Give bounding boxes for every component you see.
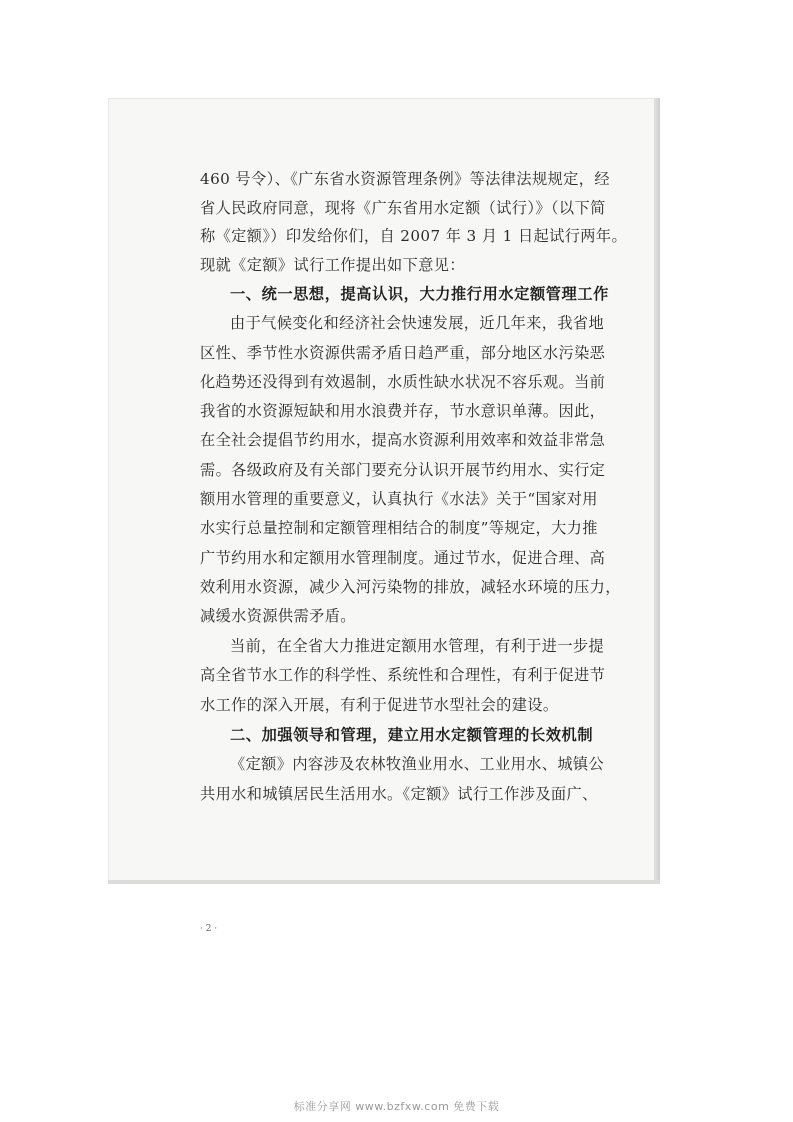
body-line: 由于气候变化和经济社会快速发展，近几年来，我省地 (230, 314, 605, 332)
scan-edge-shadow (654, 98, 660, 884)
body-line: 广节约用水和定额用水管理制度。通过节水，促进合理、高 (200, 549, 606, 567)
body-line: 我省的水资源短缺和用水浪费并存，节水意识单薄。因此， (200, 402, 606, 420)
body-line: 460 号令）、《广东省水资源管理条例》等法律法规规定，经 (200, 170, 610, 188)
section-heading-2: 二、加强领导和管理，建立用水定额管理的长效机制 (230, 726, 594, 744)
body-line: 区性、季节性水资源供需矛盾日趋严重，部分地区水污染恶 (200, 344, 606, 362)
body-line: 共用水和城镇居民生活用水。《定额》试行工作涉及面广、 (200, 785, 598, 803)
body-line: 在全社会提倡节约用水，提高水资源利用效率和效益非常急 (200, 431, 606, 449)
body-line: 省人民政府同意，现将《广东省用水定额（试行）》（以下简 (200, 199, 606, 217)
body-line: 效利用水资源，减少入河污染物的排放，减轻水环境的压力， (200, 578, 621, 596)
body-line: 水实行总量控制和定额管理相结合的制度”等规定，大力推 (200, 519, 598, 537)
scan-bottom-edge (108, 880, 660, 884)
body-line: 化趋势还没得到有效遏制，水质性缺水状况不容乐观。当前 (200, 373, 606, 391)
body-line: 额用水管理的重要意义，认真执行《水法》关于“国家对用 (200, 490, 598, 508)
body-line: 现就《定额》试行工作提出如下意见： (200, 256, 465, 274)
body-line: 当前，在全省大力推进定额用水管理，有利于进一步提 (230, 637, 605, 655)
site-footer: 标准分享网 www.bzfxw.com 免费下载 (293, 1100, 500, 1113)
body-line: 需。各级政府及有关部门要充分认识开展节约用水、实行定 (200, 461, 606, 479)
page-number: · 2 · (200, 924, 218, 934)
body-line: 减缓水资源供需矛盾。 (200, 607, 356, 625)
body-line: 水工作的深入开展，有利于促进节水型社会的建设。 (200, 696, 559, 714)
body-line: 称《定额》）印发给你们，自 2007 年 3 月 1 日起试行两年。 (200, 227, 628, 245)
body-line: 《定额》内容涉及农林牧渔业用水、工业用水、城镇公 (230, 755, 605, 773)
body-line: 高全省节水工作的科学性、系统性和合理性，有利于促进节 (200, 666, 606, 684)
scanned-page (108, 98, 660, 934)
section-heading-1: 一、统一思想，提高认识，大力推行用水定额管理工作 (230, 285, 609, 303)
